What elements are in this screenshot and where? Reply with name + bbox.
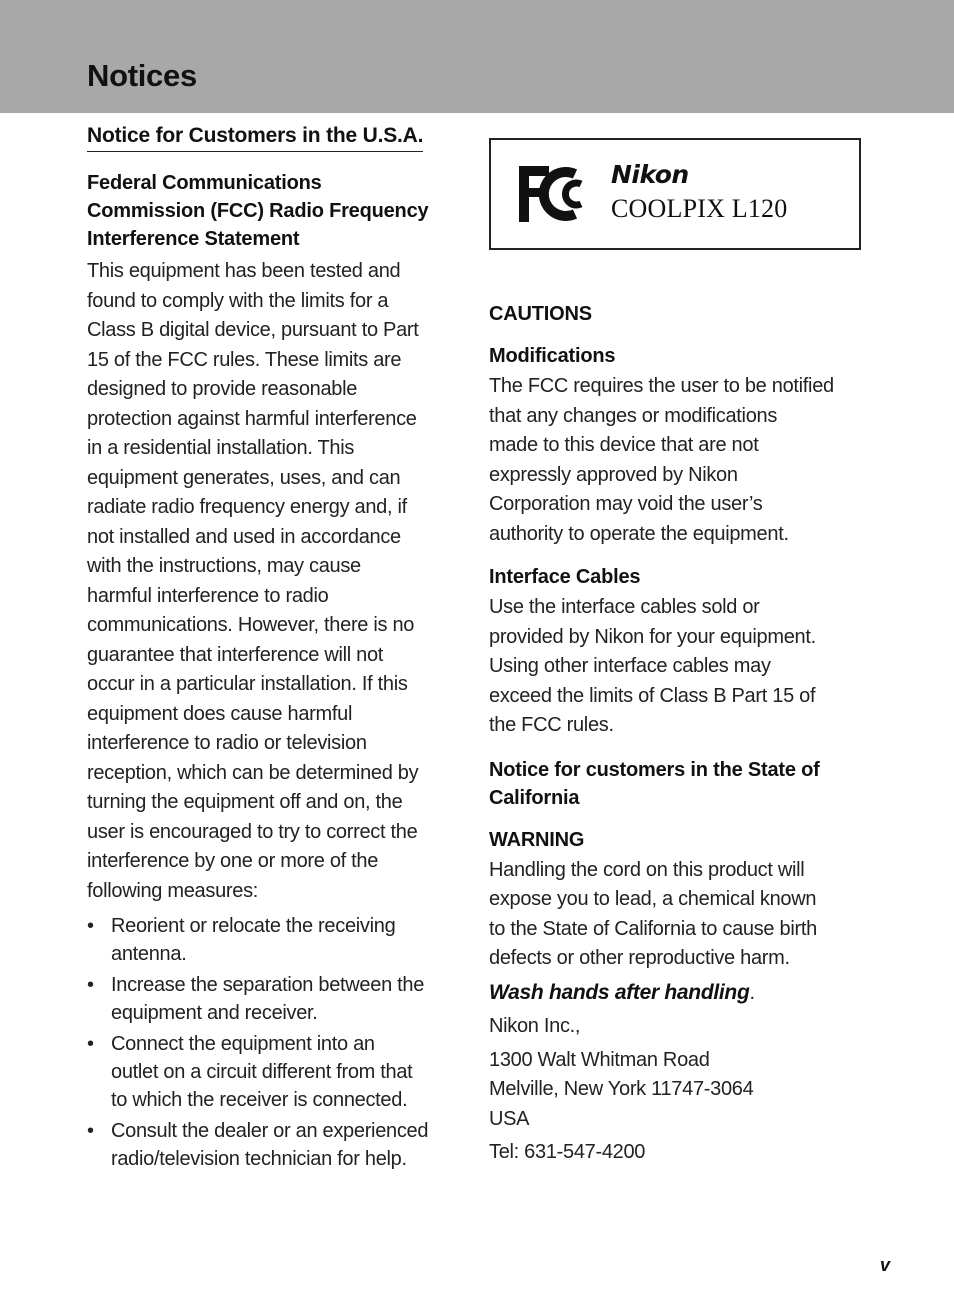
body-line: protection against harmful interference (87, 407, 417, 430)
body-line: in a residential installation. This (87, 437, 355, 459)
company-name: Nikon Inc., (489, 1015, 581, 1037)
body-line: equipment generates, uses, and can (87, 466, 401, 489)
heading-line: California (489, 786, 580, 809)
wash-hands-line (489, 978, 867, 1009)
warning-heading: WARNING (489, 828, 585, 851)
list-item-line: radio/television technician for help. (111, 1148, 407, 1170)
body-line: harmful interference to radio (87, 584, 329, 607)
list-item-line: Connect the equipment into an (111, 1033, 375, 1055)
wash-hands-text: Wash hands after handling (489, 980, 750, 1004)
body-line: communications. However, there is no (87, 614, 415, 636)
bullet-icon: • (87, 1033, 94, 1055)
list-item-line: Reorient or relocate the receiving (111, 915, 396, 937)
address-line: Melville, New York 11747-3064 (489, 1078, 754, 1100)
body-line: interference by one or more of the (87, 850, 379, 872)
modifications-heading: Modifications (489, 345, 616, 367)
body-line: Use the interface cables sold or (489, 596, 760, 618)
interface-cables-body (489, 593, 867, 741)
body-line: Using other interface cables may (489, 655, 771, 677)
subhead-line: Interference Statement (87, 228, 300, 250)
body-line: Class B digital device, pursuant to Part (87, 319, 419, 341)
body-line: equipment does cause harmful (87, 702, 353, 725)
body-line: that any changes or modifications (489, 404, 778, 427)
body-line: Corporation may void the user’s (489, 493, 763, 515)
telephone: Tel: 631-547-4200 (489, 1141, 646, 1163)
list-item (87, 1117, 465, 1173)
page-number: v (880, 1255, 891, 1275)
body-line: The FCC requires the user to be notified (489, 375, 834, 397)
fcc-logo-icon (517, 164, 597, 224)
heading-line: Notice for customers in the State of (489, 758, 820, 781)
cautions-heading: CAUTIONS (489, 303, 592, 325)
body-line: guarantee that interference will not (87, 643, 384, 666)
list-item-line: outlet on a circuit different from that (111, 1061, 413, 1083)
body-line: occur in a particular installation. If this (87, 673, 408, 695)
nikon-logo: Nikon (611, 160, 689, 189)
bullet-icon: • (87, 1120, 94, 1142)
list-item (87, 912, 465, 968)
list-item (87, 971, 465, 1027)
body-line: This equipment has been tested and (87, 260, 401, 282)
list-item-line: antenna. (111, 943, 187, 965)
body-line: turning the equipment off and on, the (87, 791, 403, 813)
body-line: defects or other reproductive harm. (489, 947, 790, 969)
body-line: Handling the cord on this product will (489, 858, 805, 881)
body-line: provided by Nikon for your equipment. (489, 625, 816, 648)
interface-cables-heading: Interface Cables (489, 566, 641, 588)
body-line: radiate radio frequency energy and, if (87, 496, 407, 518)
measures-list (87, 912, 465, 1173)
modifications-body (489, 372, 867, 549)
body-line: exceed the limits of Class B Part 15 of (489, 684, 816, 707)
bullet-icon: • (87, 974, 94, 996)
model-name: COOLPIX L120 (611, 194, 788, 223)
body-line: to the State of California to cause birth (489, 917, 817, 940)
warning-body (489, 856, 867, 974)
body-line: designed to provide reasonable (87, 378, 358, 400)
body-line: authority to operate the equipment. (489, 522, 789, 545)
wash-hands-period: . (749, 981, 755, 1004)
subhead-line: Federal Communications (87, 172, 322, 194)
california-notice-heading (489, 756, 867, 812)
list-item-line: Consult the dealer or an experienced (111, 1120, 429, 1142)
right-column (489, 138, 867, 1168)
body-line: 15 of the FCC rules. These limits are (87, 348, 402, 371)
list-item-line: Increase the separation between the (111, 974, 425, 996)
bullet-icon: • (87, 915, 94, 937)
address-line: USA (489, 1107, 530, 1130)
body-line: reception, which can be determined by (87, 761, 419, 784)
fcc-statement-heading (87, 169, 465, 253)
body-line: the FCC rules. (489, 714, 614, 736)
fcc-label-box (489, 138, 861, 250)
body-line: expressly approved by Nikon (489, 463, 738, 486)
body-line: with the instructions, may cause (87, 555, 361, 577)
list-item-line: equipment and receiver. (111, 1002, 318, 1024)
left-column (87, 122, 465, 1176)
page-title: Notices (87, 58, 197, 93)
body-line: interference to radio or television (87, 732, 367, 754)
list-item-line: to which the receiver is connected. (111, 1089, 408, 1111)
address-block (489, 1046, 867, 1135)
body-line: made to this device that are not (489, 434, 759, 456)
list-item (87, 1030, 465, 1114)
subhead-line: Commission (FCC) Radio Frequency (87, 200, 429, 222)
fcc-statement-body (87, 257, 465, 906)
body-line: found to comply with the limits for a (87, 289, 389, 312)
address-line: 1300 Walt Whitman Road (489, 1048, 710, 1071)
section-title-usa: Notice for Customers in the U.S.A. (87, 122, 423, 152)
body-line: expose you to lead, a chemical known (489, 888, 817, 910)
header-bar (0, 0, 954, 113)
body-line: user is encouraged to try to correct the (87, 820, 418, 843)
body-line: following measures: (87, 879, 259, 902)
body-line: not installed and used in accordance (87, 525, 401, 548)
